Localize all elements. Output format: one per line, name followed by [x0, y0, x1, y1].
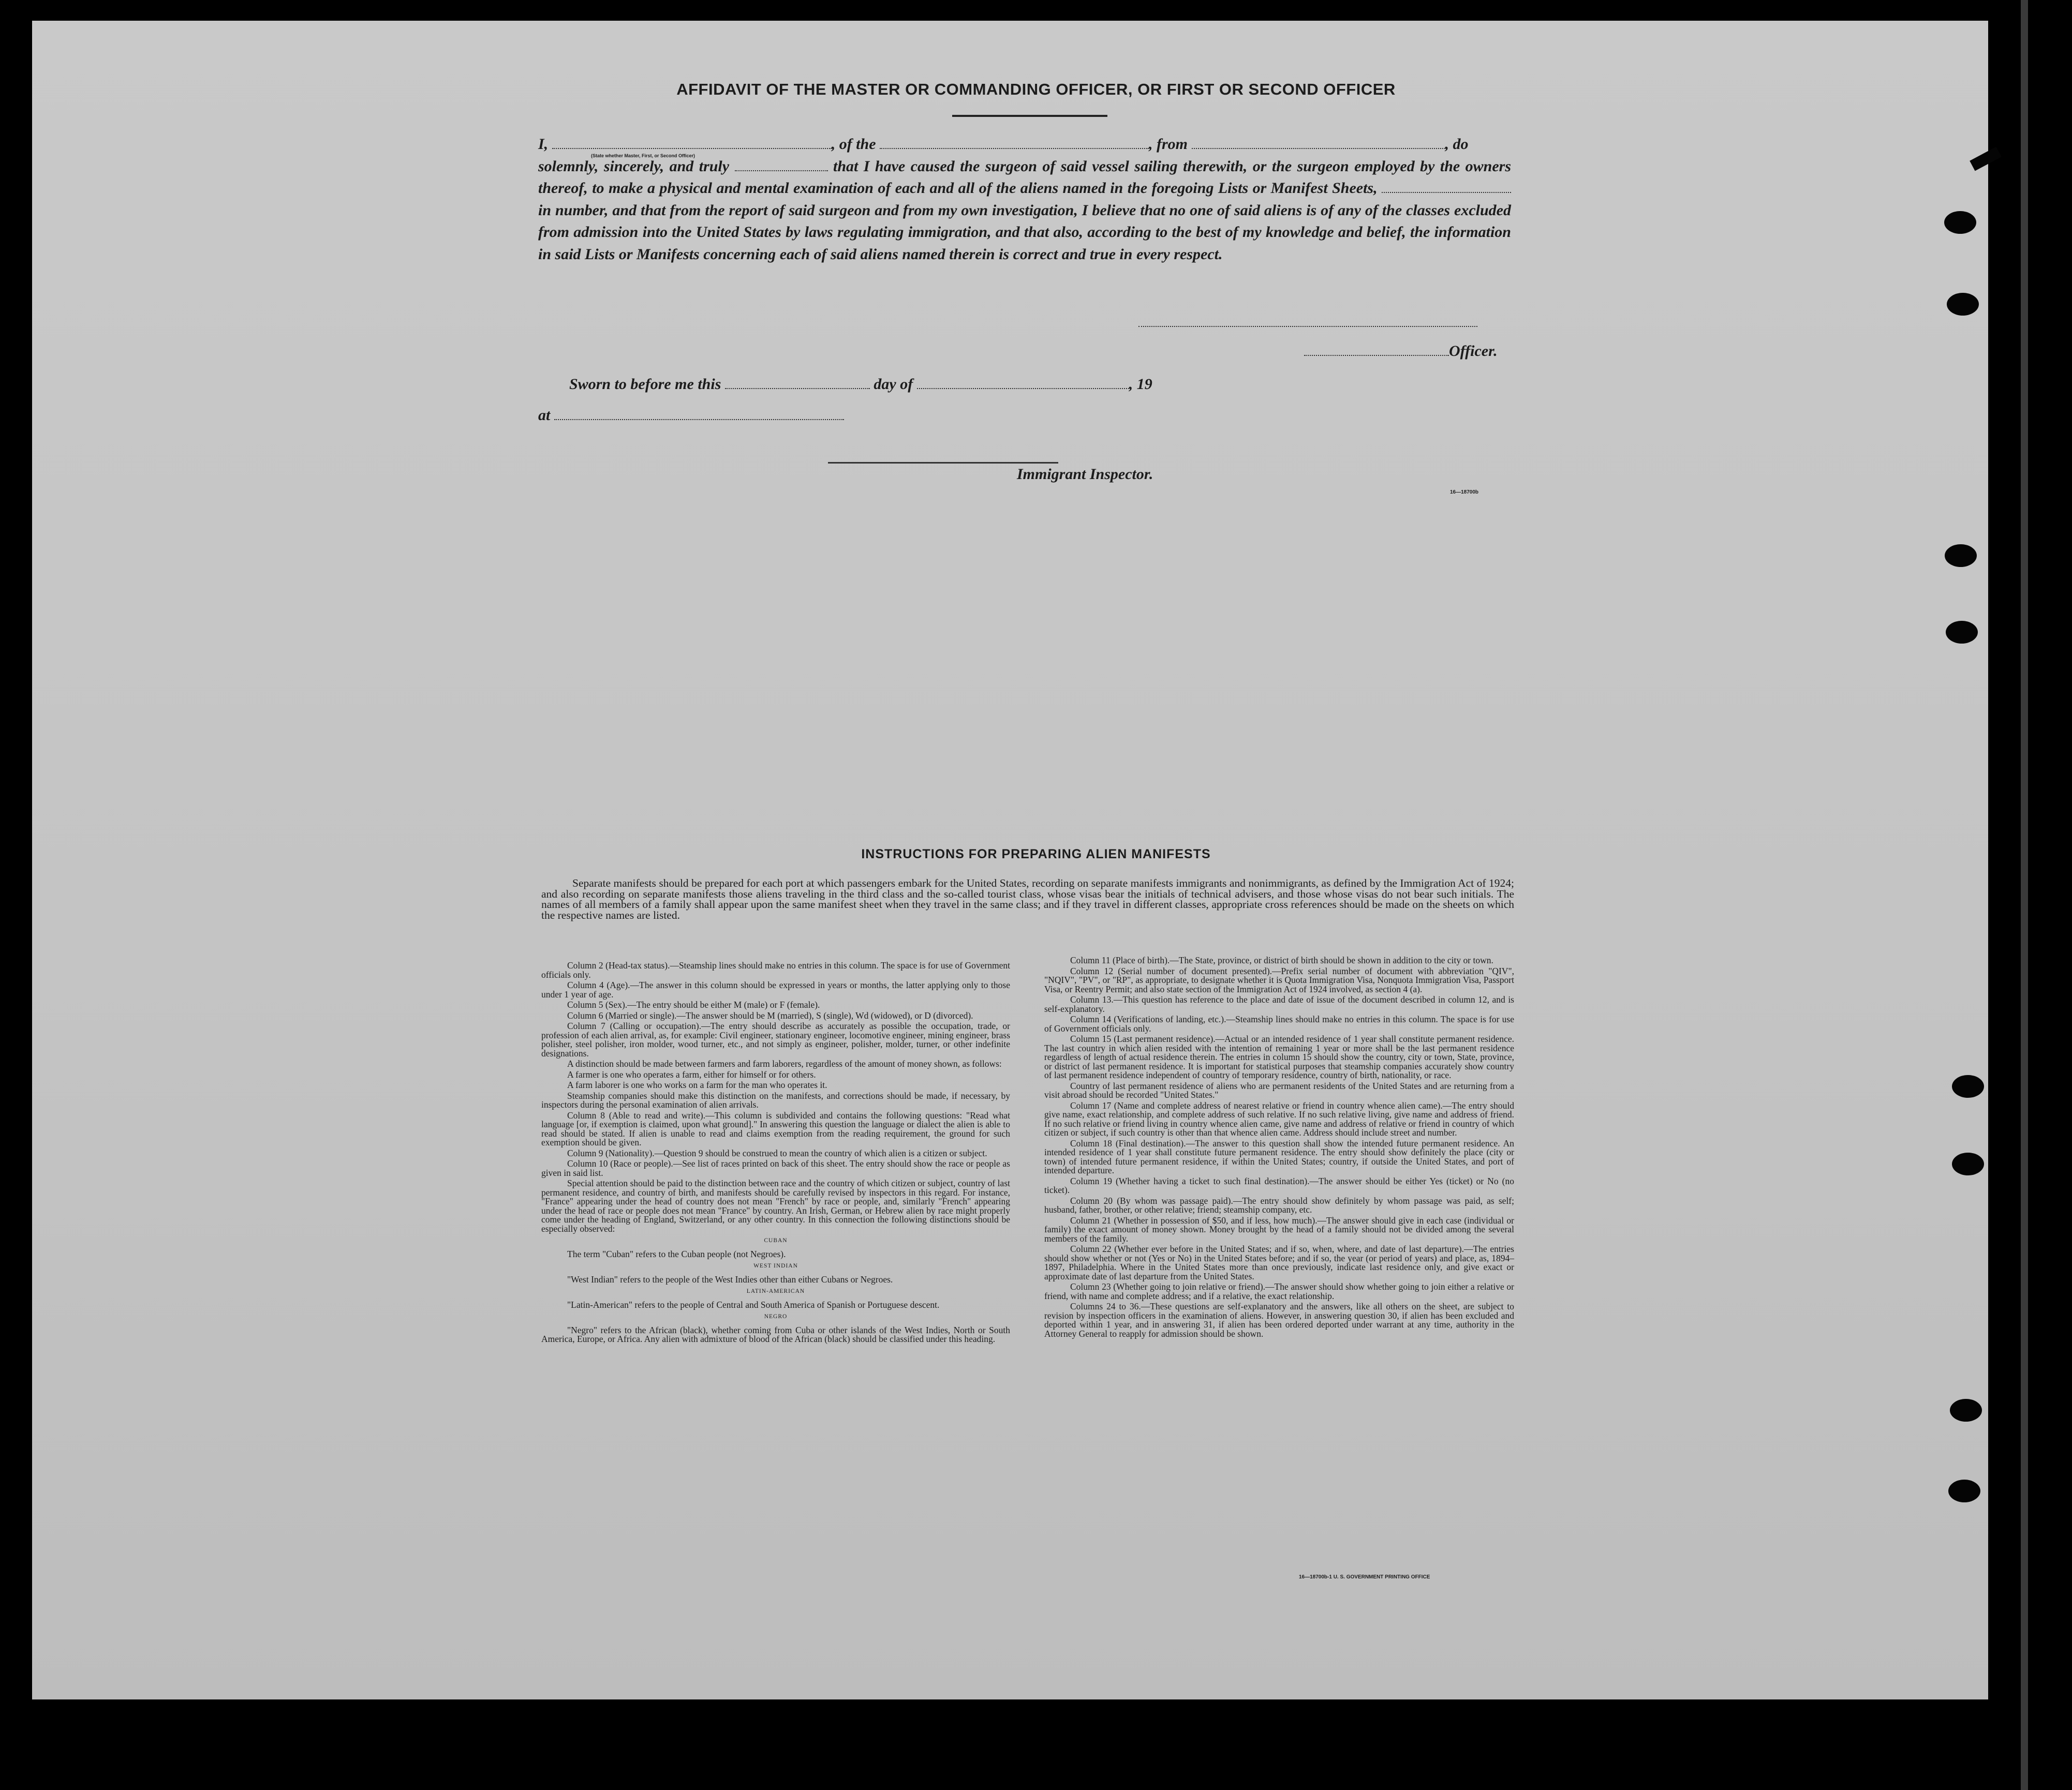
instruction-paragraph: Column 19 (Whether having a ticket to such final destination).—The answer should be either Yes (ticket) or No (no ticket). [1044, 1175, 1514, 1195]
instruction-paragraph: Column 5 (Sex).—The entry should be either M (male) or F (female). [567, 1000, 820, 1010]
vessel-name-field[interactable] [880, 137, 1149, 149]
punch-hole [1952, 1075, 1984, 1098]
instruction-paragraph: Column 7 (Calling or occupation).—The entry should describe as accurately as possible the occupation, trade, or profession of each alien arrival, as, for example: Civil engineer, stationary engineer, locomotive engineer, mining engineer, brass polisher, steel polisher, iron molder, wood turner, etc., and not simply as engineer, polisher, molder, turner, or other indefinite designations. [541, 1021, 1010, 1058]
instruction-paragraph: Steamship companies should make this distinction on the manifests, and corrections should be made, if necessary, by inspectors during the personal examination of alien arrivals. [541, 1090, 1010, 1110]
instruction-paragraph: A farmer is one who operates a farm, either for himself or for others. [567, 1069, 816, 1080]
instruction-paragraph: Column 10 (Race or people).—See list of races printed on back of this sheet. The entry should show the race or people as given in said list. [541, 1158, 1010, 1178]
instruction-paragraph: Column 18 (Final destination).—The answer to this question shall show the intended future permanent residence. An intended residence of 1 year shall constitute future permanent residence. The entry should show definitely the place (city or town) of intended future permanent residence, if within the United States; country, if outside the United States, and port of intended departure. [1044, 1138, 1514, 1175]
sworn-line [569, 376, 1152, 393]
instructions-title: INSTRUCTIONS FOR PREPARING ALIEN MANIFESTS [861, 847, 1211, 861]
instructions-left-column [541, 961, 1010, 1346]
instruction-paragraph: Column 14 (Verifications of landing, etc.).—Steamship lines should make no entries in this column. The space is for use of Government officials only. [1044, 1014, 1514, 1034]
at-place-field[interactable] [554, 408, 844, 420]
instruction-paragraph: Column 9 (Nationality).—Question 9 should be construed to mean the country of which alien is a citizen or subject. [567, 1147, 987, 1158]
title-rule [952, 115, 1107, 117]
instruction-paragraph: Columns 24 to 36.—These questions are self-explanatory and the answers, like all others on the sheet, are subject to revision by inspection officers in the examination of aliens. However, in answering question 30, if alien has been excluded and deported within 1 year, and in answering 31, if alien has been ordered deported under warrant at any time, authority in the Attorney General to reapply for admission should be shown. [1044, 1301, 1514, 1339]
inspector-signature-line[interactable] [828, 462, 1058, 464]
definition-west-indian: "West Indian" refers to the people of the West Indies other than either Cubans or Negroes. [567, 1274, 893, 1285]
sheet-count-field[interactable] [1382, 181, 1511, 193]
punch-hole [1950, 1399, 1982, 1422]
heading-latin-american: LATIN-AMERICAN [746, 1288, 805, 1294]
instruction-paragraph: Column 23 (Whether going to join relative or friend).—The answer should show whether going to join either a relative or friend, with name and complete address; and if a relative, the exact relationship. [1044, 1281, 1514, 1301]
year-label: , 19 [1129, 376, 1152, 393]
instruction-paragraph: A farm laborer is one who works on a farm for the man who operates it. [567, 1080, 827, 1090]
instruction-paragraph: Column 22 (Whether ever before in the United States; and if so, when, where, and date of last departure).—The entries should show whether or not (Yes or No) in the United States before; and if so, the year (or period of years) and place, as, 1894–1897, Philadelphia. Where in the United States more than once previously, indicate last residence only, and give exact or approximate date of last departure from the United States. [1044, 1244, 1514, 1281]
instruction-paragraph: Column 2 (Head-tax status).—Steamship lines should make no entries in this column. The space is for use of Government officials only. [541, 960, 1010, 980]
instruction-paragraph: Column 13.—This question has reference to the place and date of issue of the document described in column 12, and is self-explanatory. [1044, 994, 1514, 1014]
instruction-paragraph: Column 17 (Name and complete address of nearest relative or friend in country whence alien came).—The entry should give name, exact relationship, and complete address of such relative. If no such relative living, give name and address of friend. If no such relative or friend living in country whence alien came, give name and address of relative or friend in country of which citizen or subject, if such country is other than that whence alien came. Address should include street and number. [1044, 1100, 1514, 1138]
inspector-label: Immigrant Inspector. [1017, 466, 1153, 483]
definition-negro: "Negro" refers to the African (black), whether coming from Cuba or other islands of the West Indies, North or South America, Europe, or Africa. Any alien with admixture of blood of the African (black) should be classified under this heading. [541, 1324, 1010, 1344]
punch-hole [1952, 1153, 1984, 1175]
punch-hole [1948, 1480, 1980, 1502]
instruction-paragraph: Column 12 (Serial number of document presented).—Prefix serial number of document with abbreviation "QIV", "NQIV", "PV", or "RP", as appropriate, to designate whether it is Quota Immigration Visa, Nonquota Immigration Visa, Passport Visa, or Reentry Permit; and also state section of the Immigration Act of 1924 involved, as section 4 (a). [1044, 965, 1514, 994]
heading-west-indian: WEST INDIAN [753, 1263, 798, 1269]
sworn-month-field[interactable] [917, 377, 1129, 389]
affidavit-text-2: that I have caused the surgeon of said vessel sailing therewith, or the surgeon employed by the owners thereof, to make a physical and mental examination of each and all of the aliens named in the foregoing Lists or Manifest Sheets, [538, 157, 1512, 197]
officer-signature-field[interactable] [1304, 344, 1449, 356]
label-from: , from [1149, 136, 1188, 153]
officer-line [1304, 342, 1498, 360]
officer-rank-field[interactable] [552, 137, 832, 149]
oath-field[interactable] [735, 159, 828, 171]
affidavit-text-3: in number, and that from the report of said surgeon and from my own investigation, I believe that no one of said aliens is of any of the classes excluded from admission into the United States by laws regulating immigration, and that also, according to the best of my knowledge and belief, the information in said Lists or Manifests concerning each of said aliens named therein is correct and true in every respect. [538, 201, 1511, 263]
affidavit-i: I, [538, 136, 549, 153]
label-of-the: , of the [831, 136, 876, 153]
instruction-paragraph: Column 21 (Whether in possession of $50, and if less, how much).—The answer should give in each case (individual or family) the exact amount of money shown. Money brought by the head of a family should not be divided among the several members of the family. [1044, 1215, 1514, 1244]
day-of-label: day of [874, 376, 913, 393]
definition-cuban: The term "Cuban" refers to the Cuban people (not Negroes). [567, 1248, 786, 1259]
punch-hole [1947, 293, 1979, 316]
label-do: , do [1445, 136, 1469, 153]
master-signature-line[interactable] [1138, 326, 1477, 327]
sworn-day-field[interactable] [725, 377, 870, 389]
instruction-paragraph: Country of last permanent residence of aliens who are permanent residents of the United States and are returning from a visit abroad should be recorded "United States." [1044, 1080, 1514, 1100]
instruction-paragraph: Column 20 (By whom was passage paid).—The entry should show definitely by whom passage was paid, as self; husband, father, brother, or other relative; friend; steamship company, etc. [1044, 1195, 1514, 1215]
instruction-paragraph: Column 11 (Place of birth).—The State, province, or district of birth should be shown in addition to the city or town. [1070, 955, 1493, 965]
instructions-intro: Separate manifests should be prepared for each port at which passengers embark for the United States, recording on separate manifests immigrants and nonimmigrants, as defined by the Immigration Act of 1924; and also recording on separate manifests those aliens traveling in the third class and the so-called tourist class, whose visas bear the initials of technical advisers, and those whose visas do not bear such initials. The names of all members of a family shall appear upon the same manifest sheet when they travel in the same class; and if they travel in different classes, appropriate cross references should be made on the sheets on which the respective names are listed. [541, 877, 1514, 921]
instruction-paragraph: Column 6 (Married or single).—The answer should be M (married), S (single), Wd (widowed), or D (divorced). [567, 1010, 973, 1021]
at-label: at [538, 407, 551, 424]
heading-cuban: CUBAN [764, 1237, 788, 1244]
definition-latin-american: "Latin-American" refers to the people of Central and South America of Spanish or Portuguese descent. [567, 1299, 940, 1310]
heading-negro: NEGRO [764, 1314, 788, 1320]
instructions-right-column [1044, 956, 1514, 1340]
punch-hole [1945, 544, 1977, 567]
departure-port-field[interactable] [1192, 137, 1445, 149]
officer-label: Officer. [1449, 342, 1498, 360]
punch-hole [1946, 621, 1978, 644]
instruction-paragraph: Column 15 (Last permanent residence).—Actual or an intended residence of 1 year shall constitute permanent residence. The last country in which alien resided with the intention of remaining 1 year or more shall be the last permanent residence regardless of length of actual residence therein. The entries in column 15 should show the country, city or town, State, province, or district of last permanent residence. It is important for statistical purposes that steamship companies accurately show country of last permanent residence independent of country of temporary residence, country of birth, nationality, or race. [1044, 1034, 1514, 1080]
instruction-paragraph: Special attention should be paid to the distinction between race and the country of which citizen or subject, country of last permanent residence, and country of birth, and manifests should be carefully revised by inspectors in this regard. For instance, "France" appearing under the head of country does not mean "French" by race or people, and, similarly "French" appearing under the head of race or people does not mean "France" by country. An Irish, German, or Hebrew alien by race might properly come under the heading of England, Switzerland, or any other country. In this connection the following distinctions should be especially observed: [541, 1178, 1010, 1234]
state-officer-note: (State whether Master, First, or Second Officer) [591, 153, 695, 158]
printing-office-line: 16—18700b-1 U. S. GOVERNMENT PRINTING OFFICE [1299, 1574, 1430, 1580]
at-line [538, 407, 844, 424]
affidavit-text-1: solemnly, sincerely, and truly [538, 157, 730, 175]
punch-hole [1944, 211, 1976, 234]
sworn-label: Sworn to before me this [569, 376, 721, 393]
instruction-paragraph: Column 4 (Age).—The answer in this column should be expressed in years or months, the latter applying only to those under 1 year of age. [541, 980, 1010, 1000]
form-number: 16—18700b [1450, 489, 1479, 495]
affidavit-title: AFFIDAVIT OF THE MASTER OR COMMANDING OFFICER, OR FIRST OR SECOND OFFICER [676, 80, 1396, 98]
film-edge [2021, 0, 2028, 1790]
instruction-paragraph: A distinction should be made between farmers and farm laborers, regardless of the amount of money shown, as follows: [567, 1058, 1002, 1069]
instruction-paragraph: Column 8 (Able to read and write).—This column is subdivided and contains the following questions: "Read what language [or, if exemption is claimed, upon what ground]." In answering this question the language or dialect the alien is able to read should be stated. If alien is unable to read and claims exemption from the reading requirement, the ground for such exemption should be given. [541, 1110, 1010, 1147]
